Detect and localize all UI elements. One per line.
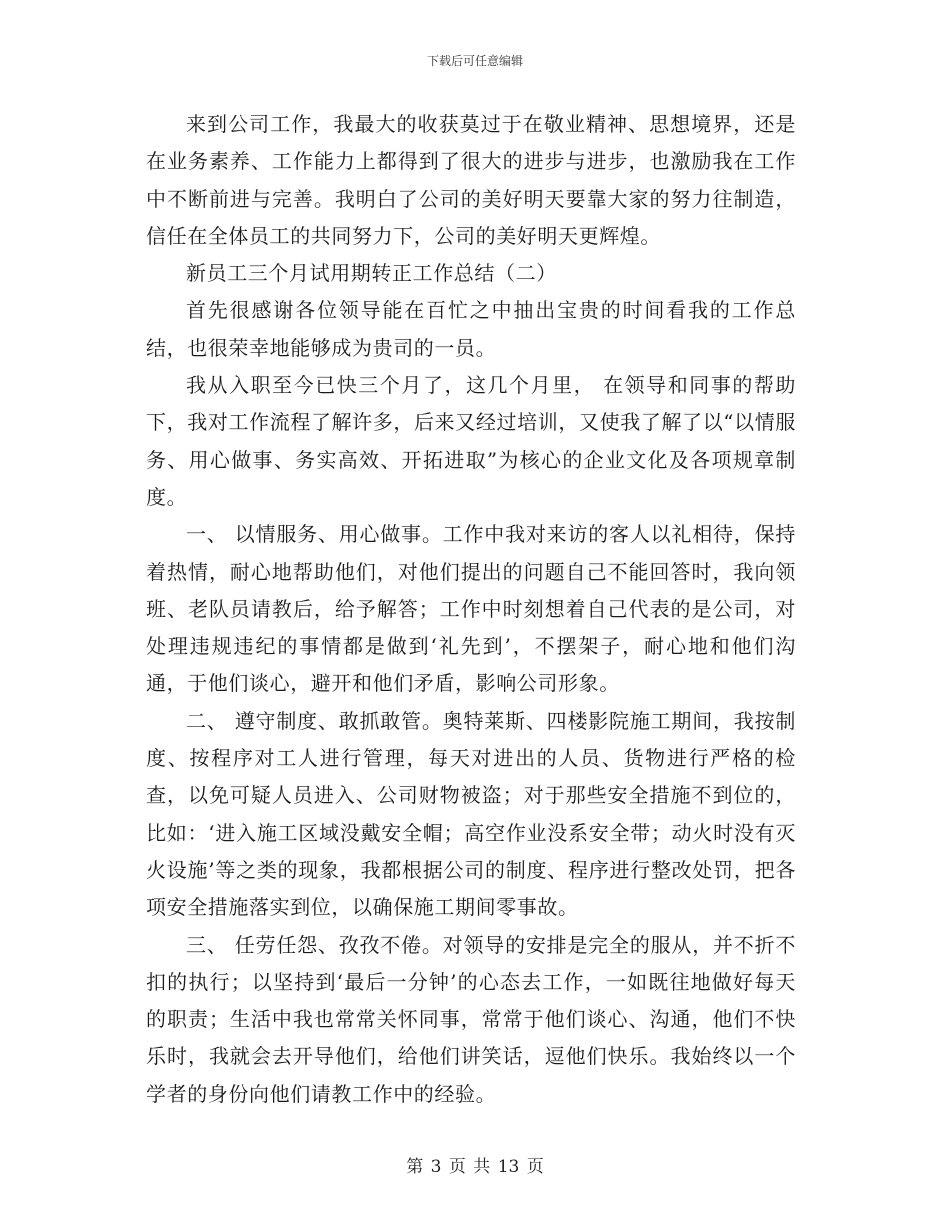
paragraph-point-three: 三、 任劳任怨、孜孜不倦。对领导的安排是完全的服从，并不折不扣的执行；以坚持到‘最后一分钟’的心态去工作，一如既往地做好每天的职责；生活中我也常常关怀同事，常常于他们谈心、沟通，他们不快乐时，我就会去开导他们，给他们讲笑话，逗他们快乐。我始终以一个学者的身份向他们请教工作中的经验。: [146, 932, 796, 1106]
header-note: 下载后可任意编辑: [426, 54, 523, 68]
section-title: 新员工三个月试用期转正工作总结（二）: [186, 261, 557, 286]
paragraph-thanks: 首先很感谢各位领导能在百忙之中抽出宝贵的时间看我的工作总结，也很荣幸地能够成为贵司的一员。: [146, 298, 796, 360]
paragraph-intro-conclusion: 来到公司工作，我最大的收获莫过于在敬业精神、思想境界，还是在业务素养、工作能力上都得到了很大的进步与进步，也激励我在工作中不断前进与完善。我明白了公司的美好明天要靠大家的努力往制造，信任在全体员工的共同努力下，公司的美好明天更辉煌。: [146, 112, 796, 248]
paragraph-onboarding: 我从入职至今已快三个月了，这几个月里， 在领导和同事的帮助下，我对工作流程了解许多，后来又经过培训，又使我了解了以“以情服务、用心做事、务实高效、开拓进取”为核心的企业文化及各项规章制度。: [146, 373, 796, 509]
document-body: [146, 106, 796, 1113]
page-number: 第 3 页 共 13 页: [406, 1157, 544, 1177]
paragraph-point-one: 一、 以情服务、用心做事。工作中我对来访的客人以礼相待，保持着热情，耐心地帮助他们，对他们提出的问题自己不能回答时，我向领班、老队员请教后，给予解答；工作中时刻想着自己代表的是公司，对处理违规违纪的事情都是做到‘礼先到’，不摆架子，耐心地和他们沟通，于他们谈心，避开和他们矛盾，影响公司形象。: [146, 522, 796, 696]
paragraph-point-two: 二、 遵守制度、敢抓敢管。奥特莱斯、四楼影院施工期间，我按制度、按程序对工人进行管理，每天对进出的人员、货物进行严格的检查，以免可疑人员进入、公司财物被盗；对于那些安全措施不到位的，比如：‘进入施工区域没戴安全帽；高空作业没系安全带；动火时没有灭火设施’等之类的现象，我都根据公司的制度、程序进行整改处罚，把各项安全措施落实到位，以确保施工期间零事故。: [146, 708, 796, 920]
